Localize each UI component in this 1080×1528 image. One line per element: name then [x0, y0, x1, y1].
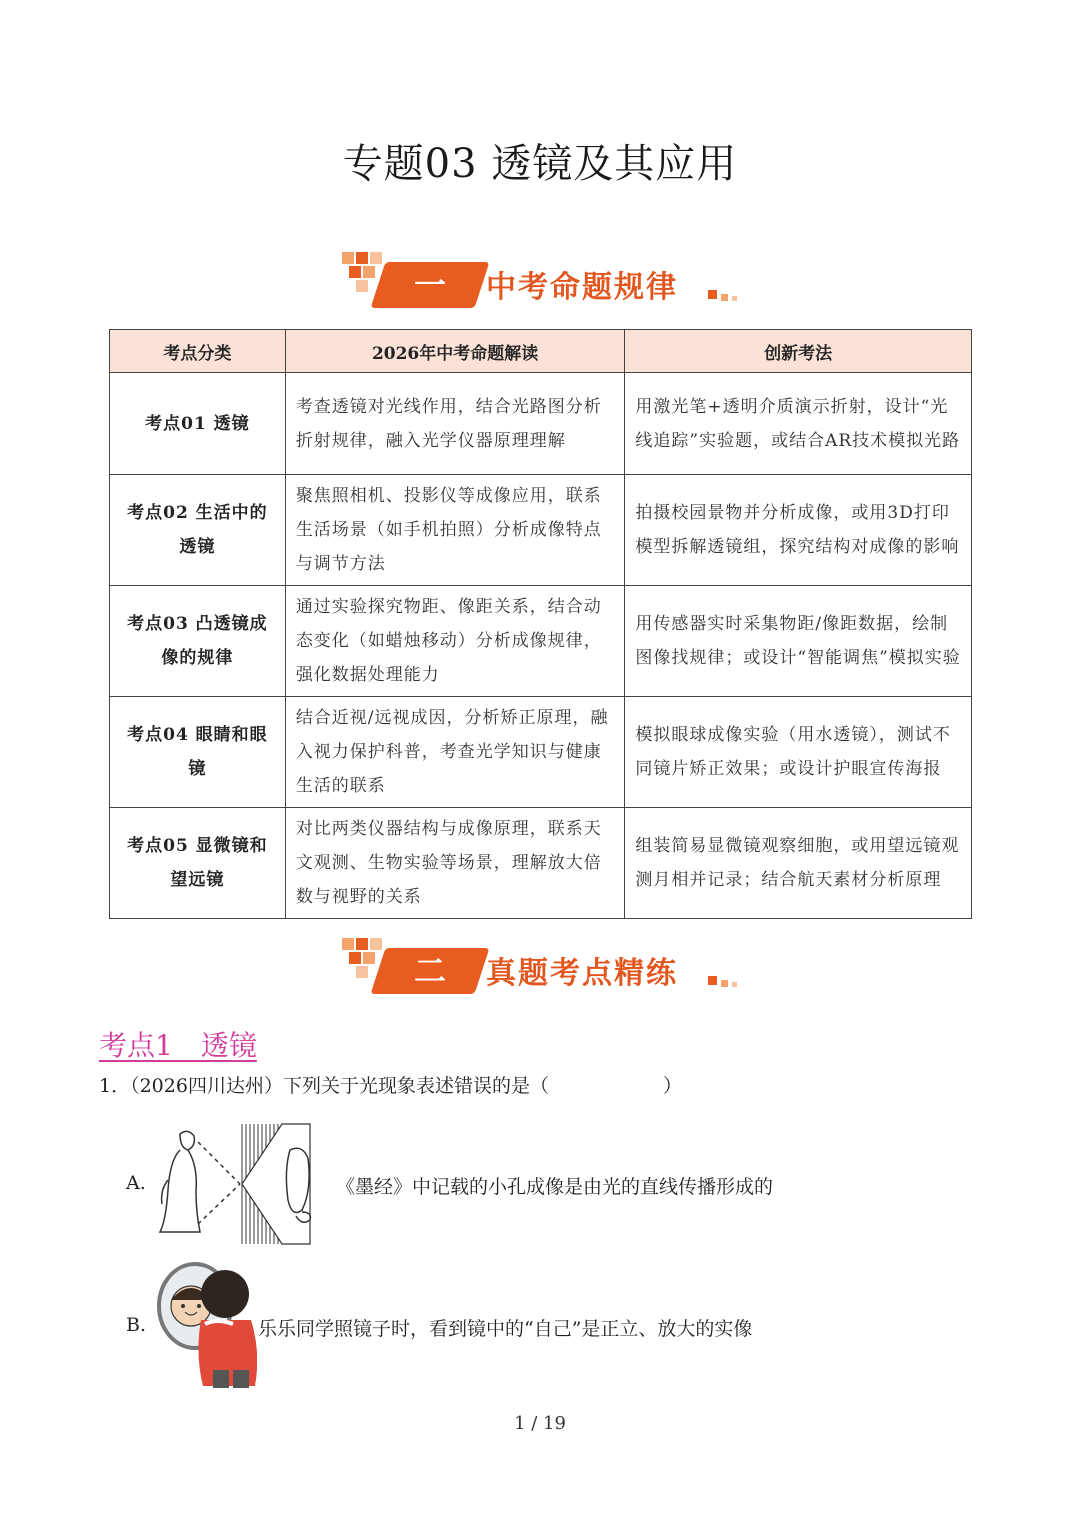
exam-pattern-table	[109, 329, 972, 919]
table-cell-reading: 结合近视/远视成因，分析矫正原理，融入视力保护科普，考查光学知识与健康生活的联系	[285, 697, 625, 808]
table-row	[110, 586, 972, 697]
page-title: 专题03 透镜及其应用	[342, 141, 738, 187]
table-row	[110, 808, 972, 919]
page-number: 1 / 19	[514, 1413, 566, 1434]
section-banner-1	[340, 248, 740, 318]
table-header: 创新考法	[625, 330, 972, 373]
pinhole-camera-illustration	[150, 1120, 332, 1248]
section-banner-2	[340, 934, 740, 1004]
section-number-badge: 二	[371, 948, 490, 994]
table-cell-innovation: 用传感器实时采集物距/像距数据，绘制图像找规律；或设计“智能调焦”模拟实验	[625, 586, 972, 697]
kaodian-heading: 考点1 透镜	[99, 1029, 257, 1062]
table-cell-reading: 聚焦照相机、投影仪等成像应用，联系生活场景（如手机拍照）分析成像特点与调节方法	[285, 475, 625, 586]
table-cell-reading: 考查透镜对光线作用，结合光路图分析折射规律，融入光学仪器原理理解	[285, 373, 625, 475]
table-cell-category: 考点03 凸透镜成像的规律	[110, 586, 286, 697]
table-row	[110, 373, 972, 475]
table-row	[110, 697, 972, 808]
table-cell-innovation: 拍摄校园景物并分析成像，或用3D打印模型拆解透镜组，探究结构对成像的影响	[625, 475, 972, 586]
option-text: 乐乐同学照镜子时，看到镜中的“自己”是正立、放大的实像	[258, 1318, 753, 1340]
table-row	[110, 475, 972, 586]
table-cell-category: 考点05 显微镜和望远镜	[110, 808, 286, 919]
table-cell-category: 考点01 透镜	[110, 373, 286, 475]
mirror-child-illustration	[155, 1260, 257, 1388]
table-header-row	[110, 330, 972, 373]
table-cell-innovation: 用激光笔+透明介质演示折射，设计“光线追踪”实验题，或结合AR技术模拟光路	[625, 373, 972, 475]
option-letter: A.	[126, 1172, 146, 1194]
table-cell-reading: 对比两类仪器结构与成像原理，联系天文观测、生物实验等场景，理解放大倍数与视野的关系	[285, 808, 625, 919]
option-letter: B.	[126, 1314, 147, 1336]
table-cell-innovation: 模拟眼球成像实验（用水透镜），测试不同镜片矫正效果；或设计护眼宣传海报	[625, 697, 972, 808]
section-title: 中考命题规律	[486, 270, 678, 305]
section-title: 真题考点精练	[486, 956, 678, 991]
table-cell-category: 考点04 眼睛和眼镜	[110, 697, 286, 808]
section-number-badge: 一	[371, 262, 490, 308]
table-cell-innovation: 组装简易显微镜观察细胞，或用望远镜观测月相并记录；结合航天素材分析原理	[625, 808, 972, 919]
question-text: 1．（2026四川达州）下列关于光现象表述错误的是（ ）	[99, 1075, 682, 1097]
table-header: 考点分类	[110, 330, 286, 373]
table-cell-reading: 通过实验探究物距、像距关系，结合动态变化（如蜡烛移动）分析成像规律，强化数据处理能力	[285, 586, 625, 697]
table-header: 2026年中考命题解读	[285, 330, 625, 373]
table-cell-category: 考点02 生活中的透镜	[110, 475, 286, 586]
option-text: 《墨经》中记载的小孔成像是由光的直线传播形成的	[336, 1176, 774, 1198]
